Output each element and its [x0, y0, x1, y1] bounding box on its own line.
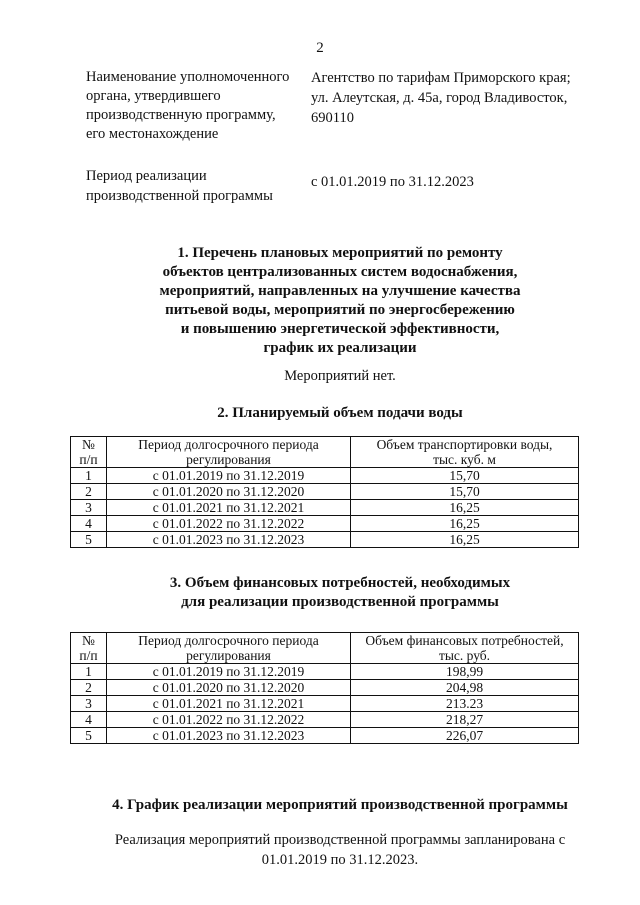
authority-label-line: его местонахождение: [86, 126, 219, 142]
table-row: [71, 516, 579, 532]
cell-value: 16,25: [351, 532, 579, 548]
cell-value: 15,70: [351, 484, 579, 500]
section1-title-line: питьевой воды, мероприятий по энергосбережению: [165, 302, 515, 318]
cell-period: с 01.01.2022 по 31.12.2022: [107, 712, 351, 728]
authority-value-line: ул. Алеутская, д. 45а, город Владивосток,: [311, 90, 568, 106]
section1-title-line: график их реализации: [263, 340, 417, 356]
authority-value: [311, 68, 611, 128]
header-num: № п/п: [71, 633, 107, 664]
header-period: Период долгосрочного периода регулирования: [107, 633, 351, 664]
period-label-line: производственной программы: [86, 188, 273, 204]
water-volume-table: [70, 436, 579, 548]
cell-period: с 01.01.2020 по 31.12.2020: [107, 484, 351, 500]
cell-period: с 01.01.2023 по 31.12.2023: [107, 728, 351, 744]
table-row: [71, 696, 579, 712]
authority-label: [86, 68, 301, 144]
cell-value: 213.23: [351, 696, 579, 712]
section3-title: [100, 574, 580, 612]
period-label-line: Период реализации: [86, 168, 207, 184]
section4-text: [60, 830, 620, 870]
authority-value-line: Агентство по тарифам Приморского края;: [311, 70, 571, 86]
cell-period: с 01.01.2020 по 31.12.2020: [107, 680, 351, 696]
cell-num: 3: [71, 696, 107, 712]
cell-num: 5: [71, 532, 107, 548]
header-period: Период долгосрочного периода регулирования: [107, 437, 351, 468]
cell-period: с 01.01.2019 по 31.12.2019: [107, 664, 351, 680]
table-row: [71, 712, 579, 728]
cell-num: 1: [71, 468, 107, 484]
table-row: [71, 664, 579, 680]
cell-num: 2: [71, 484, 107, 500]
section4-title: 4. График реализации мероприятий производственной программы: [112, 797, 568, 813]
cell-value: 204,98: [351, 680, 579, 696]
cell-num: 3: [71, 500, 107, 516]
section4-text-line: Реализация мероприятий производственной программы запланирована с: [114, 832, 566, 848]
page-number: 2: [316, 40, 324, 56]
header-value: Объем транспортировки воды, тыс. куб. м: [351, 437, 579, 468]
cell-period: с 01.01.2022 по 31.12.2022: [107, 516, 351, 532]
cell-period: с 01.01.2021 по 31.12.2021: [107, 696, 351, 712]
cell-value: 16,25: [351, 516, 579, 532]
section1-title: [100, 244, 580, 358]
section1-title-line: и повышению энергетической эффективности,: [180, 321, 500, 337]
cell-num: 2: [71, 680, 107, 696]
table-row: [71, 500, 579, 516]
cell-value: 15,70: [351, 468, 579, 484]
cell-value: 198,99: [351, 664, 579, 680]
period-value: с 01.01.2019 по 31.12.2023: [311, 174, 474, 190]
authority-value-line: 690110: [311, 110, 354, 126]
section1-title-line: мероприятий, направленных на улучшение качества: [159, 283, 521, 299]
table-header-row: [71, 437, 579, 468]
cell-value: 226,07: [351, 728, 579, 744]
header-value: Объем финансовых потребностей, тыс. руб.: [351, 633, 579, 664]
header-num: № п/п: [71, 437, 107, 468]
cell-period: с 01.01.2021 по 31.12.2021: [107, 500, 351, 516]
cell-num: 5: [71, 728, 107, 744]
cell-value: 16,25: [351, 500, 579, 516]
cell-num: 4: [71, 516, 107, 532]
authority-label-line: производственную программу,: [86, 107, 276, 123]
table-row: [71, 468, 579, 484]
table-row: [71, 532, 579, 548]
table-header-row: [71, 633, 579, 664]
section2-title: 2. Планируемый объем подачи воды: [217, 405, 463, 421]
period-label: [86, 166, 301, 206]
cell-period: с 01.01.2023 по 31.12.2023: [107, 532, 351, 548]
authority-label-line: органа, утвердившего: [86, 88, 221, 104]
section1-title-line: 1. Перечень плановых мероприятий по ремонту: [177, 245, 503, 261]
table-row: [71, 728, 579, 744]
financial-needs-table: [70, 632, 579, 744]
cell-value: 218,27: [351, 712, 579, 728]
table-row: [71, 484, 579, 500]
section4-text-line: 01.01.2019 по 31.12.2023.: [261, 852, 419, 868]
section3-title-line: для реализации производственной программы: [181, 594, 499, 610]
authority-label-line: Наименование уполномоченного: [86, 69, 290, 85]
section1-title-line: объектов централизованных систем водоснабжения,: [162, 264, 518, 280]
table-row: [71, 680, 579, 696]
cell-period: с 01.01.2019 по 31.12.2019: [107, 468, 351, 484]
cell-num: 1: [71, 664, 107, 680]
cell-num: 4: [71, 712, 107, 728]
section1-text: Мероприятий нет.: [284, 368, 396, 384]
section3-title-line: 3. Объем финансовых потребностей, необходимых: [169, 575, 511, 591]
